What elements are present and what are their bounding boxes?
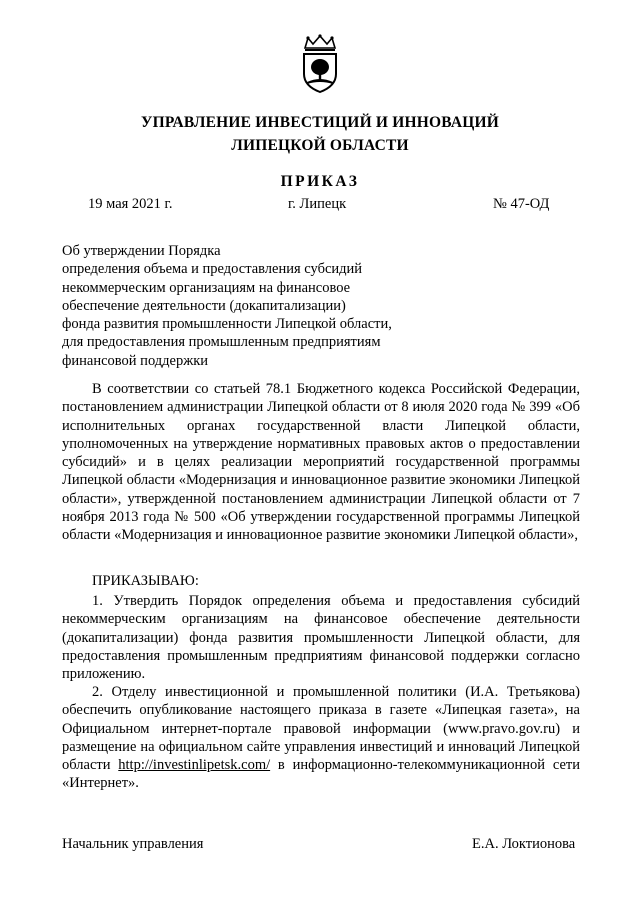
signatory-name: Е.А. Локтионова [472, 836, 576, 852]
subject-line: определения объема и предоставления субсидий [62, 261, 363, 278]
document-type-title: ПРИКАЗ [280, 173, 360, 190]
document-subject [62, 242, 422, 370]
signatory-position: Начальник управления [62, 836, 204, 852]
lipetsk-coat-of-arms-icon [297, 34, 343, 94]
preamble-paragraph: В соответствии со статьей 78.1 Бюджетного кодекса Российской Федерации, постановлением администрации Липецкой области от 8 июля 2020 года № 399 «Об исполнительных органах государственной власти Липецкой области, уполномоченных на утверждение нормативных правовых актов о предоставлении субсидий» и в целях реализации мероприятий государственной программы Липецкой области «Модернизация и инновационное развитие экономики Липецкой области», утвержденной постановлением администрации Липецкой области от 7 ноября 2013 года № 500 «Об утверждении государственной программы Липецкой области «Модернизация и инновационное развитие экономики Липецкой области», [62, 381, 580, 544]
document-number: № 47-ОД [493, 196, 550, 212]
order-item-2 [62, 683, 580, 793]
decree-word: ПРИКАЗЫВАЮ: [92, 573, 199, 589]
subject-line: для предоставления промышленным предприятиям [62, 334, 381, 351]
document-date: 19 мая 2021 г. [88, 196, 173, 212]
subject-line: некоммерческим организациям на финансовое [62, 279, 351, 296]
order-item-1: 1. Утвердить Порядок определения объема и предоставления субсидий некоммерческим организациям на финансовое обеспечение деятельности (докапитализации) фонда развития промышленности Липецкой области, для предоставления промышленным предприятиям финансовой поддержки согласно приложению. [62, 593, 580, 683]
investinlipetsk-link[interactable]: http://investinlipetsk.com/ [118, 757, 271, 774]
order-item-2-text-end: в информационно-телекоммуникационной сети «Интернет». [62, 757, 580, 792]
subject-line: обеспечение деятельности (докапитализации) [62, 297, 346, 314]
subject-line: Об утверждении Порядка [62, 243, 221, 259]
organization-name-line-2: ЛИПЕЦКОЙ ОБЛАСТИ [231, 137, 409, 154]
document-place: г. Липецк [288, 196, 347, 212]
order-item-2-text: 2. Отделу инвестиционной и промышленной политики (И.А. Третьякова) обеспечить опубликование настоящего приказа в газете «Липецкая газета», на Официальном интернет-портале правовой информации (www.pravo.gov.ru) и размещение на официальном сайте управления инвестиций и инноваций Липецкой области [62, 684, 580, 774]
subject-line: фонда развития промышленности Липецкой области, [62, 316, 392, 333]
organization-name-line-1: УПРАВЛЕНИЕ ИНВЕСТИЦИЙ И ИННОВАЦИЙ [141, 114, 499, 131]
subject-line: финансовой поддержки [62, 352, 209, 369]
